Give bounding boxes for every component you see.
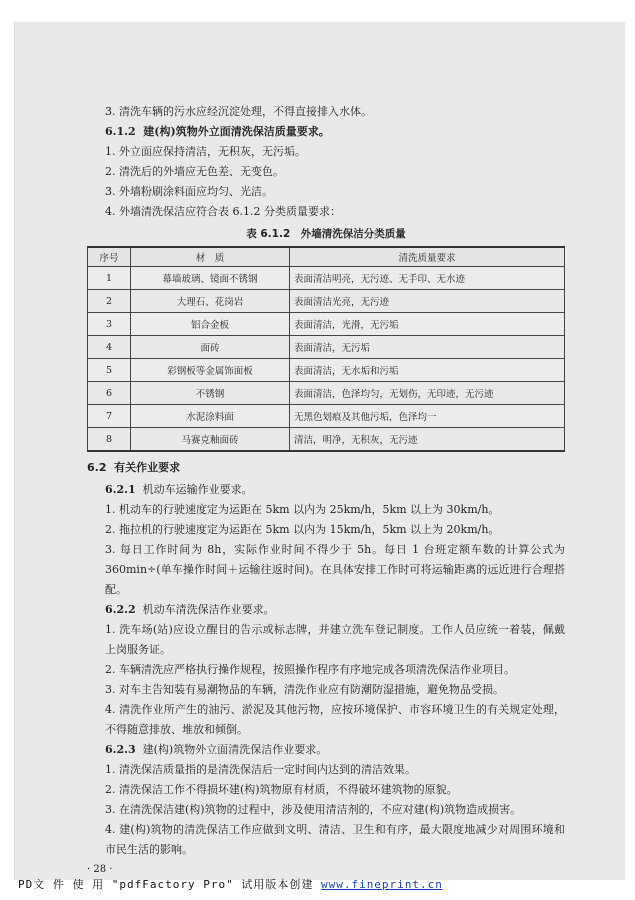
cell-requirement: 表面清洁，无污垢 [290, 336, 565, 359]
cell-no: 4 [88, 336, 131, 359]
cell-requirement: 清洁，明净，无积灰，无污迹 [290, 428, 565, 452]
subheading-title: 机动车清洗保洁作业要求。 [142, 603, 275, 616]
subheading-title: 建(构)筑物外立面清洗保洁作业要求。 [142, 743, 328, 756]
cell-requirement: 表面清洁明亮，无污迹、无手印、无水迹 [290, 267, 565, 290]
cell-requirement: 表面清洁，无水垢和污垢 [290, 359, 565, 382]
subheading-6-2-3 [87, 740, 565, 760]
cell-no: 2 [88, 290, 131, 313]
section-number: 6.2 [87, 461, 107, 474]
table-row [88, 336, 565, 359]
document-page [14, 22, 625, 880]
paragraph-item-2: 2. 清洗后的外墙应无色差、无变色。 [105, 165, 284, 178]
footer-text: PD文 件 使 用 "pdfFactory Pro" 试用版本创建 [18, 878, 314, 891]
paragraph-s621-3: 3. 每日工作时间为 8h，实际作业时间不得少于 5h。每日 1 台班定额车数的计算公式为 360min÷(单车操作时间＋运输往返时间)。在具体安排工作时可将运输距离的远近进行合理搭配。 [105, 543, 565, 596]
paragraph-item-3: 3. 外墙粉刷涂料面应均匀、光洁。 [105, 185, 273, 198]
cell-no: 7 [88, 405, 131, 428]
subheading-6-2-2 [87, 600, 565, 620]
paragraph-s622-2: 2. 车辆清洗应严格执行操作规程，按照操作程序有序地完成各项清洗保洁作业项目。 [105, 663, 515, 676]
paragraph-item-1: 1. 外立面应保持清洁，无积灰，无污垢。 [105, 145, 306, 158]
cell-no: 1 [88, 267, 131, 290]
table-row [88, 290, 565, 313]
paragraph-item-4: 4. 外墙清洗保洁应符合表 6.1.2 分类质量要求： [105, 205, 341, 218]
table-row [88, 359, 565, 382]
header-material: 材 质 [131, 247, 290, 267]
cell-no: 3 [88, 313, 131, 336]
cell-no: 6 [88, 382, 131, 405]
table-row [88, 313, 565, 336]
cell-material: 大理石、花岗岩 [131, 290, 290, 313]
subheading-number: 6.2.1 [105, 483, 136, 496]
paragraph-s622-4: 4. 清洗作业所产生的油污、淤泥及其他污物，应按环境保护、市容环境卫生的有关规定处理，不得随意排放、堆放和倾倒。 [105, 703, 565, 736]
header-requirement: 清洗质量要求 [290, 247, 565, 267]
paragraph-s621-1: 1. 机动车的行驶速度定为运距在 5km 以内为 25km/h，5km 以上为 30km/h。 [105, 503, 500, 516]
subheading-number: 6.2.3 [105, 743, 136, 756]
table-row [88, 267, 565, 290]
paragraph-s623-1: 1. 清洗保洁质量指的是清洗保洁后一定时间内达到的清洁效果。 [105, 763, 416, 776]
footer-link[interactable]: www.fineprint.cn [320, 878, 443, 891]
paragraph-s623-3: 3. 在清洗保洁建(构)筑物的过程中，涉及使用清洁剂的，不应对建(构)筑物造成损害。 [105, 803, 522, 816]
table-row [88, 428, 565, 452]
cell-requirement: 表面清洁光亮，无污迹 [290, 290, 565, 313]
table-row [88, 405, 565, 428]
cell-requirement: 表面清洁，光滑，无污垢 [290, 313, 565, 336]
cell-material: 不锈钢 [131, 382, 290, 405]
page-content [87, 102, 565, 875]
cell-material: 彩钢板等金属饰面板 [131, 359, 290, 382]
cell-material: 水泥涂料面 [131, 405, 290, 428]
header-no: 序号 [88, 247, 131, 267]
paragraph-s622-1: 1. 洗车场(站)应设立醒目的告示或标志牌，并建立洗车登记制度。工作人员应统一着装，佩戴上岗服务证。 [105, 623, 565, 656]
paragraph-s623-2: 2. 清洗保洁工作不得损坏建(构)筑物原有材质，不得破坏建筑物的原貌。 [105, 783, 458, 796]
subheading-title: 机动车运输作业要求。 [142, 483, 253, 496]
cell-material: 面砖 [131, 336, 290, 359]
cell-material: 铝合金板 [131, 313, 290, 336]
page-number: · 28 · [87, 864, 113, 875]
quality-table [87, 246, 565, 452]
cell-material: 幕墙玻璃、镜面不锈钢 [131, 267, 290, 290]
section-heading-6-2 [87, 458, 565, 478]
heading-6-1-2 [87, 122, 565, 142]
subheading-number: 6.2.2 [105, 603, 136, 616]
cell-no: 5 [88, 359, 131, 382]
paragraph-s621-2: 2. 拖拉机的行驶速度定为运距在 5km 以内为 15km/h，5km 以上为 20km/h。 [105, 523, 500, 536]
table-caption: 表 6.1.2 外墙清洗保洁分类质量 [246, 228, 406, 240]
watermark-footer [18, 876, 443, 892]
cell-requirement: 表面清洁，色泽均匀，无划伤，无印迹，无污迹 [290, 382, 565, 405]
heading-number: 6.1.2 [105, 125, 136, 138]
subheading-6-2-1 [87, 480, 565, 500]
cell-no: 8 [88, 428, 131, 452]
cell-material: 马赛克釉面砖 [131, 428, 290, 452]
paragraph-sewage: 3. 清洗车辆的污水应经沉淀处理，不得直接排入水体。 [105, 105, 372, 118]
paragraph-s623-4: 4. 建(构)筑物的清洗保洁工作应做到文明、清洁、卫生和有序，最大限度地减少对周围环境和市民生活的影响。 [105, 823, 565, 856]
table-row [88, 382, 565, 405]
section-title: 有关作业要求 [114, 461, 181, 474]
cell-requirement: 无黑色划痕及其他污垢，色泽均一 [290, 405, 565, 428]
paragraph-s622-3: 3. 对车主告知装有易潮物品的车辆，清洗作业应有防潮防湿措施，避免物品受损。 [105, 683, 504, 696]
heading-title: 建(构)筑物外立面清洗保洁质量要求。 [143, 125, 330, 138]
table-header-row [88, 247, 565, 267]
